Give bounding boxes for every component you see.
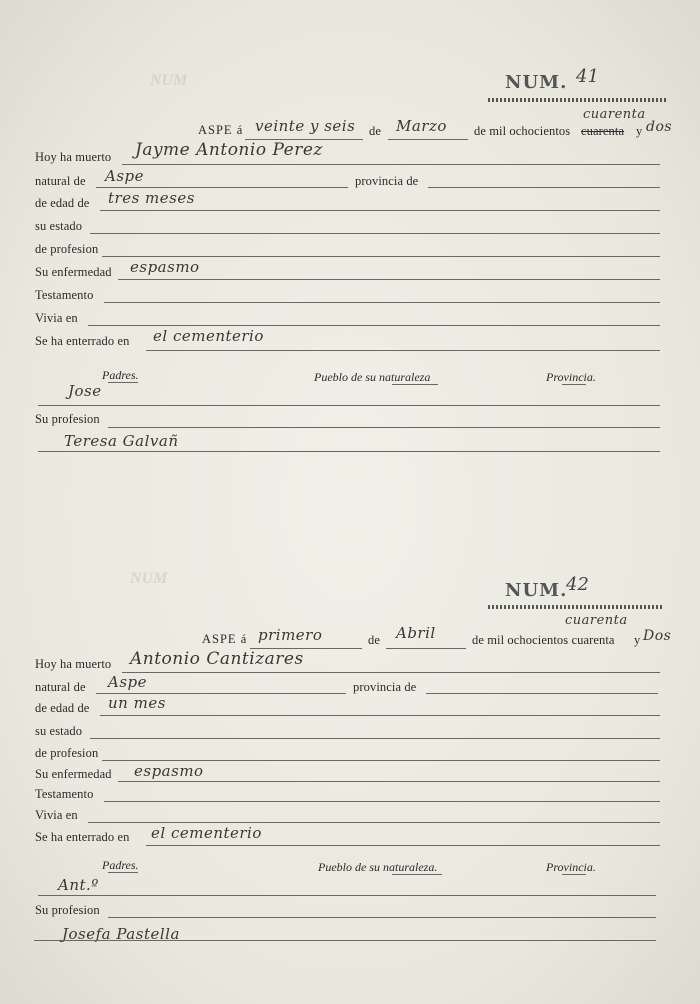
year-end: Dos — [643, 628, 672, 644]
day-value: primero — [258, 626, 323, 644]
natural-label: natural de — [35, 680, 86, 694]
padre-value: Jose — [68, 382, 102, 400]
testamento-label: Testamento — [35, 288, 94, 302]
num-label: NUM. — [505, 580, 568, 601]
month-value: Abril — [396, 624, 436, 642]
vivia-label: Vivia en — [35, 311, 78, 325]
pueblo-header: Pueblo de su naturaleza. — [318, 860, 438, 874]
year-prefix: de mil ochocientos — [474, 124, 571, 138]
de-label: de — [368, 633, 380, 647]
hoy-value: Antonio Cantizares — [130, 649, 304, 669]
natural-label: natural de — [35, 174, 86, 188]
enfermedad-value: espasmo — [134, 762, 204, 780]
estado-label: su estado — [35, 219, 83, 233]
month-value: Marzo — [396, 117, 447, 135]
padre-value: Ant.º — [58, 876, 99, 894]
year-prefix: de mil ochocientos cuarenta — [472, 633, 615, 647]
padres-header: Padres. — [102, 368, 139, 382]
year-y: y — [636, 124, 643, 138]
day-value: veinte y seis — [255, 117, 356, 135]
enterrado-label: Se ha enterrado en — [35, 830, 130, 844]
enterrado-value: el cementerio — [151, 824, 262, 842]
provincia-label: provincia de — [355, 174, 419, 188]
enfermedad-label: Su enfermedad — [35, 265, 112, 279]
edad-label: de edad de — [35, 701, 90, 715]
su-profesion-label: Su profesion — [35, 412, 100, 426]
num-value: 42 — [566, 574, 589, 595]
num-label: NUM. — [505, 72, 568, 93]
natural-value: Aspe — [105, 167, 145, 185]
natural-value: Aspe — [108, 673, 148, 691]
profesion-label: de profesion — [35, 242, 99, 256]
pueblo-header: Pueblo de su naturaleza — [314, 370, 431, 384]
year-inserted: cuarenta — [565, 613, 628, 628]
enfermedad-value: espasmo — [130, 258, 200, 276]
hoy-value: Jayme Antonio Perez — [135, 140, 323, 160]
year-struck: cuarenta — [581, 124, 625, 138]
year-end: dos — [646, 119, 673, 135]
ornament-rule — [488, 98, 666, 102]
profesion-label: de profesion — [35, 746, 99, 760]
testamento-label: Testamento — [35, 787, 94, 801]
year-inserted: cuarenta — [583, 107, 646, 122]
padres-header: Padres. — [102, 858, 139, 872]
town-label: ASPE á — [198, 123, 244, 137]
bleed-through: NUM — [150, 72, 188, 89]
year-y: y — [634, 633, 641, 647]
enterrado-value: el cementerio — [153, 327, 264, 345]
num-value: 41 — [576, 66, 599, 87]
provincia-header: Provincia. — [546, 860, 596, 874]
madre-value: Josefa Pastella — [62, 925, 180, 943]
town-label: ASPE á — [202, 632, 248, 646]
vivia-label: Vivia en — [35, 808, 78, 822]
bleed-through: NUM — [130, 570, 168, 587]
hoy-label: Hoy ha muerto — [35, 150, 112, 164]
estado-label: su estado — [35, 724, 83, 738]
edad-value: tres meses — [108, 189, 195, 207]
edad-label: de edad de — [35, 196, 90, 210]
hoy-label: Hoy ha muerto — [35, 657, 112, 671]
de-label: de — [369, 124, 381, 138]
provincia-header: Provincia. — [546, 370, 596, 384]
enfermedad-label: Su enfermedad — [35, 767, 112, 781]
enterrado-label: Se ha enterrado en — [35, 334, 130, 348]
madre-value: Teresa Galvañ — [64, 432, 179, 450]
su-profesion-label: Su profesion — [35, 903, 100, 917]
ornament-rule — [488, 605, 664, 609]
provincia-label: provincia de — [353, 680, 417, 694]
edad-value: un mes — [108, 694, 166, 712]
